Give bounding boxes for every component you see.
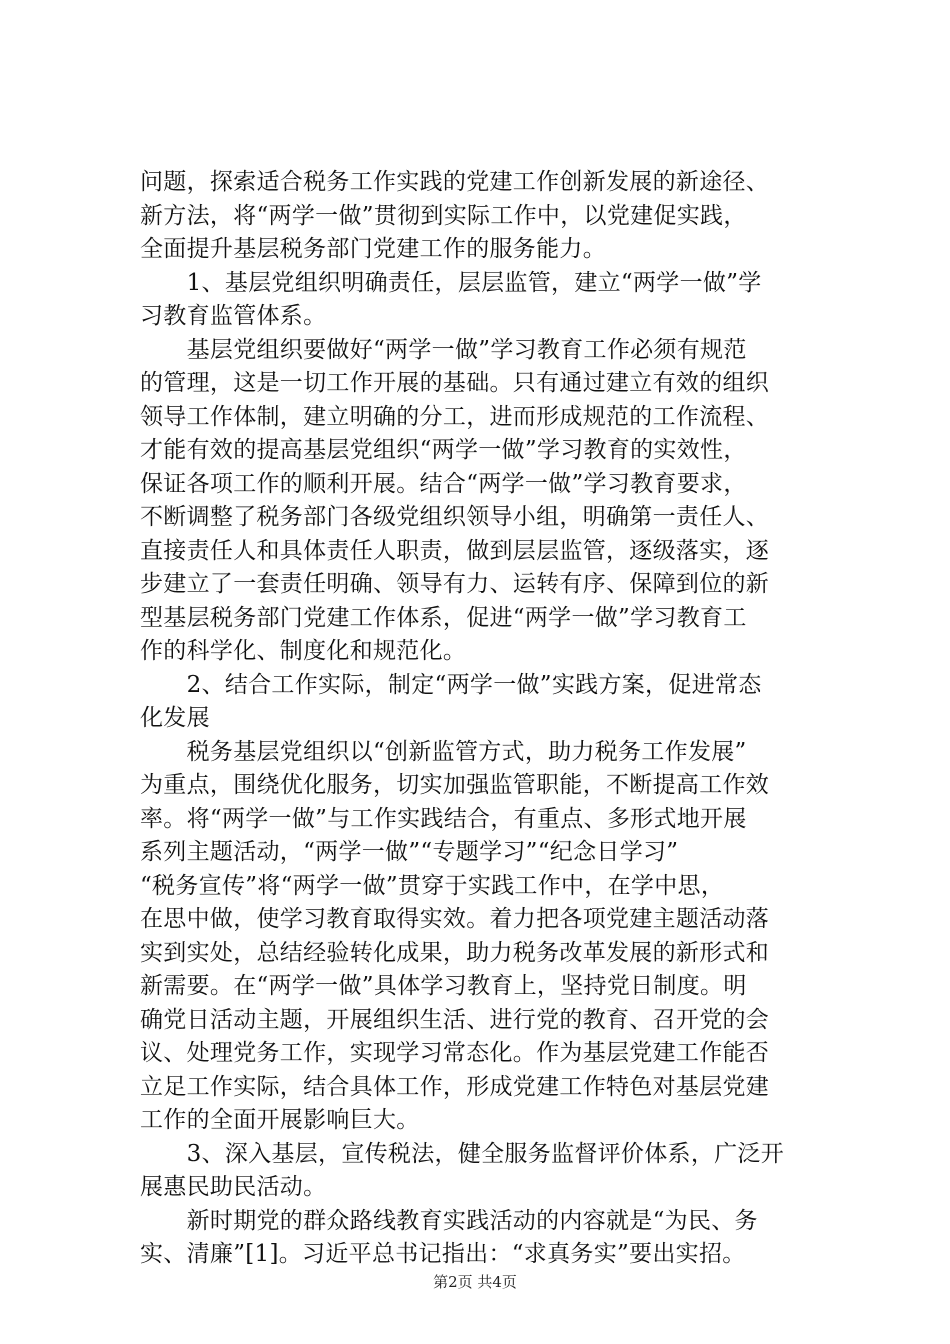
text-line: 在思中做，使学习教育取得实效。着力把各项党建主题活动落 [140, 906, 770, 932]
text-line: 1、基层党组织明确责任，层层监管，建立“两学一做”学 [140, 269, 762, 296]
text-line: 作的科学化、制度化和规范化。 [140, 638, 467, 664]
body-text [140, 166, 830, 1272]
text-line: 的管理，这是一切工作开展的基础。只有通过建立有效的组织 [140, 370, 770, 396]
text-line: “税务宣传”将“两学一做”贯穿于实践工作中，在学中思， [140, 872, 725, 899]
text-line: 化发展 [140, 705, 210, 731]
text-line: 全面提升基层税务部门党建工作的服务能力。 [140, 236, 606, 262]
text-line: 3、深入基层，宣传税法，健全服务监督评价体系，广泛开 [140, 1140, 785, 1167]
page-footer: 第2页 共4页 [433, 1273, 517, 1291]
text-line: 工作的全面开展影响巨大。 [140, 1107, 420, 1133]
text-line: 实到实处，总结经验转化成果，助力税务改革发展的新形式和 [140, 939, 770, 966]
text-line: 议、处理党务工作，实现学习常态化。作为基层党建工作能否 [140, 1040, 770, 1066]
text-line: 问题，探索适合税务工作实践的党建工作创新发展的新途径、 [140, 169, 770, 195]
text-line: 才能有效的提高基层党组织“两学一做”学习教育的实效性， [140, 437, 747, 463]
text-line: 新方法，将“两学一做”贯彻到实际工作中，以党建促实践， [140, 202, 747, 229]
text-line: 新需要。在“两学一做”具体学习教育上，坚持党日制度。明 [140, 973, 747, 999]
text-line: 型基层税务部门党建工作体系，促进“两学一做”学习教育工 [140, 604, 747, 631]
text-line: 立足工作实际，结合具体工作，形成党建工作特色对基层党建 [140, 1073, 770, 1100]
text-line: 保证各项工作的顺利开展。结合“两学一做”学习教育要求， [140, 470, 747, 497]
text-line: 领导工作体制，建立明确的分工，进而形成规范的工作流程、 [140, 403, 770, 430]
text-line: 税务基层党组织以“创新监管方式，助力税务工作发展” [140, 738, 747, 765]
text-line: 确党日活动主题，开展组织生活、进行党的教育、召开党的会 [140, 1006, 770, 1033]
text-line: 2、结合工作实际，制定“两学一做”实践方案，促进常态 [140, 671, 762, 698]
text-line: 实、清廉”[1]。习近平总书记指出：“求真务实”要出实招。 [140, 1241, 746, 1267]
text-line: 率。将“两学一做”与工作实践结合，有重点、多形式地开展 [140, 805, 747, 832]
text-line: 展惠民助民活动。 [140, 1174, 327, 1200]
text-line: 为重点，围绕优化服务，切实加强监管职能，不断提高工作效 [140, 772, 770, 798]
text-line: 新时期党的群众路线教育实践活动的内容就是“为民、务 [140, 1207, 758, 1234]
text-line: 步建立了一套责任明确、领导有力、运转有序、保障到位的新 [140, 571, 770, 597]
text-line: 直接责任人和具体责任人职责，做到层层监管，逐级落实，逐 [140, 537, 770, 564]
text-line: 系列主题活动，“两学一做”“专题学习”“纪念日学习” [140, 839, 679, 865]
text-line: 基层党组织要做好“两学一做”学习教育工作必须有规范 [140, 336, 747, 363]
text-line: 习教育监管体系。 [140, 303, 327, 329]
text-line: 不断调整了税务部门各级党组织领导小组，明确第一责任人、 [140, 504, 770, 530]
